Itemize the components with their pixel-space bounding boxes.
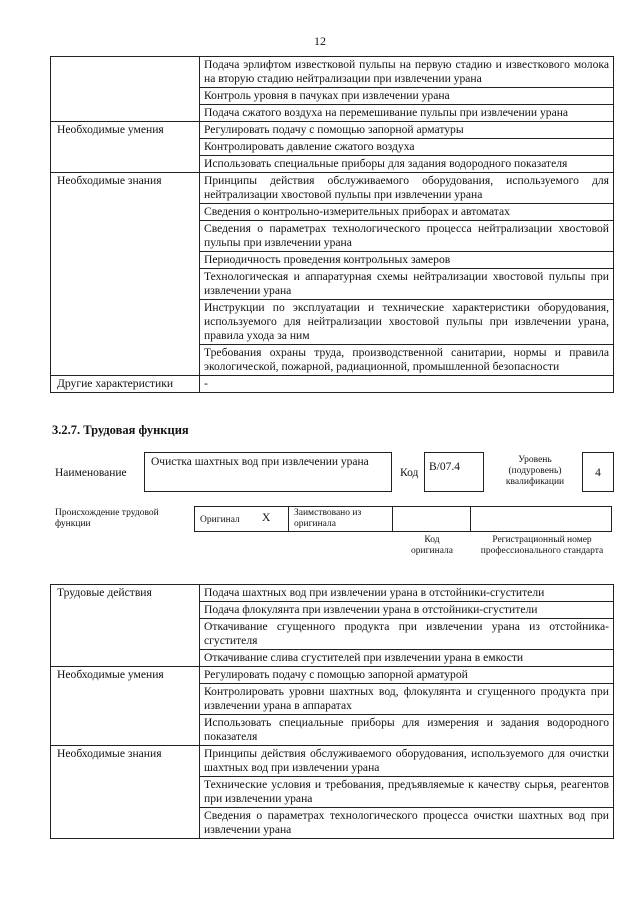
requirement-item: Сведения о контрольно-измерительных приборах и автоматах (200, 204, 614, 221)
code-value: B/07.4 (424, 452, 484, 492)
requirement-item: Технологическая и аппаратурная схемы нейтрализации хвостовой пульпы при извлечении урана (200, 269, 614, 300)
code-original-label: Код оригинала (411, 535, 453, 556)
level-label: Уровень (подуровень) квалификации (505, 455, 565, 487)
requirement-item: Сведения о параметрах технологического процесса нейтрализации хвостовой пульпы при извлечении урана (200, 221, 614, 252)
requirement-item: Принципы действия обслуживаемого оборудования, используемого для очистки шахтных вод при извлечении урана (200, 746, 614, 777)
requirement-item: Регулировать подачу с помощью запорной арматуры (200, 122, 614, 139)
requirement-item: Подача сжатого воздуха на перемешивание пульпы при извлечении урана (200, 105, 614, 122)
table-row (51, 746, 614, 777)
page-number: 12 (314, 34, 326, 48)
requirement-item: Контролировать уровни шахтных вод, флокулянта и сгущенного продукта при извлечении урана в аппаратах (200, 684, 614, 715)
requirement-item: Технические условия и требования, предъявляемые к качеству сырья, реагентов при извлечении урана (200, 777, 614, 808)
requirement-item: Откачивание слива сгустителей при извлечении урана в емкости (200, 650, 614, 667)
origin-divider-1 (288, 506, 289, 532)
requirement-item: Контролировать давление сжатого воздуха (200, 139, 614, 156)
requirements-table-2-body (51, 585, 614, 839)
section-heading: 3.2.7. Трудовая функция (52, 423, 189, 437)
requirement-item: Регулировать подачу с помощью запорной арматурой (200, 667, 614, 684)
requirement-item: Откачивание сгущенного продукта при извлечении урана из отстойника-сгустителя (200, 619, 614, 650)
requirement-item: Подача эрлифтом известковой пульпы на первую стадию и известкового молока на вторую стадию нейтрализации при извлечении урана (200, 57, 614, 88)
group-label: Трудовые действия (51, 585, 200, 667)
requirement-item: Использовать специальные приборы для измерения и задания водородного показателя (200, 715, 614, 746)
origin-row (194, 506, 612, 532)
requirements-table-1-body (51, 57, 614, 393)
original-mark: X (262, 512, 271, 524)
table-row (51, 376, 614, 393)
requirement-item: Требования охраны труда, производственной санитарии, нормы и правила экологической, пожарной, радиационной, промышленной безопасности (200, 345, 614, 376)
requirements-table-2 (50, 584, 614, 839)
origin-divider-3 (470, 506, 471, 532)
table-row (51, 122, 614, 139)
level-value: 4 (582, 452, 614, 492)
table-row (51, 173, 614, 204)
requirements-table-1 (50, 56, 614, 393)
requirement-item: Сведения о параметрах технологического процесса очистки шахтных вод при извлечении урана (200, 808, 614, 839)
group-label: Необходимые умения (51, 667, 200, 746)
requirement-item: - (200, 376, 614, 393)
requirement-item: Принципы действия обслуживаемого оборудования, используемого для нейтрализации хвостовой пульпы при извлечении урана (200, 173, 614, 204)
group-label: Необходимые знания (51, 173, 200, 376)
requirement-item: Использовать специальные приборы для задания водородного показателя (200, 156, 614, 173)
reg-number-label: Регистрационный номер профессионального стандарта (480, 535, 604, 556)
code-label: Код (400, 467, 419, 479)
table-row (51, 57, 614, 88)
origin-divider-2 (392, 506, 393, 532)
original-label: Оригинал (200, 515, 240, 525)
borrowed-label: Заимствовано из оригинала (294, 508, 362, 529)
name-label: Наименование (55, 467, 127, 479)
requirement-item: Подача шахтных вод при извлечении урана в отстойники-сгустители (200, 585, 614, 602)
requirement-item: Периодичность проведения контрольных замеров (200, 252, 614, 269)
group-label: Другие характеристики (51, 376, 200, 393)
group-label: Необходимые знания (51, 746, 200, 839)
requirement-item: Подача флокулянта при извлечении урана в отстойники-сгустители (200, 602, 614, 619)
requirement-item: Инструкции по эксплуатации и технические характеристики оборудования, используемого для нейтрализации хвостовой пульпы при извлечении урана, правила ухода за ним (200, 300, 614, 345)
group-label (51, 57, 200, 122)
origin-label: Происхождение трудовой функции (55, 508, 159, 529)
table-row (51, 585, 614, 602)
name-value: Очистка шахтных вод при извлечении урана (144, 452, 392, 492)
group-label: Необходимые умения (51, 122, 200, 173)
requirement-item: Контроль уровня в пачуках при извлечении урана (200, 88, 614, 105)
table-row (51, 667, 614, 684)
